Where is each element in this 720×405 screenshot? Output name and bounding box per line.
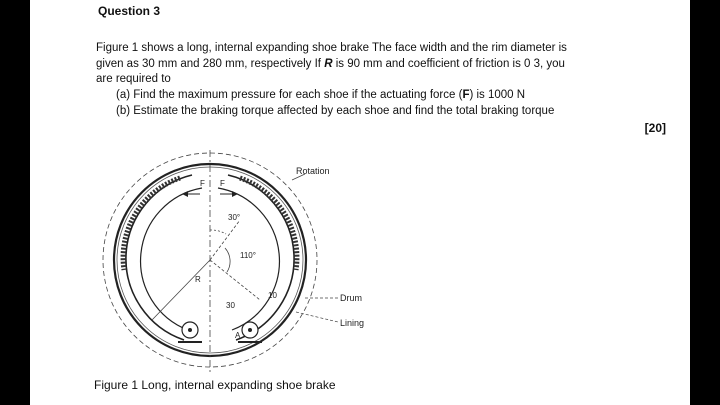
right-pivot-pin (248, 328, 252, 332)
question-paragraph (96, 41, 656, 88)
question-parts (116, 88, 554, 119)
brake-diagram-svg (100, 150, 400, 375)
force-symbol: F (462, 89, 470, 101)
left-lining (123, 178, 180, 270)
force-right-label: F (220, 179, 225, 188)
part-b: (b) Estimate the braking torque affected by each shoe and find the total braking torque (116, 104, 555, 117)
angle-line-upper (210, 220, 240, 260)
radius-line (152, 260, 210, 320)
document-page (30, 0, 690, 405)
left-force-arrowhead (182, 191, 188, 197)
paragraph-line-2-end: is 90 mm and coefficient of friction is 0 3, you (332, 57, 565, 70)
angle-line-lower (210, 260, 260, 300)
angle-center-label: 110° (240, 251, 256, 260)
part-a-before: (a) Find the maximum pressure for each shoe if the actuating force ( (116, 89, 463, 101)
angle-arc-110 (225, 248, 230, 272)
left-pivot-pin (188, 328, 192, 332)
rotation-label: Rotation (296, 166, 330, 176)
figure-caption: Figure 1 Long, internal expanding shoe brake (94, 378, 336, 392)
drum-label: Drum (340, 293, 362, 303)
pivot-label: A (235, 331, 241, 340)
part-a-after: ) is 1000 N (469, 89, 526, 101)
angle-bottom-label: 30 (226, 301, 235, 310)
paragraph-line-1: Figure 1 shows a long, internal expanding shoe brake The face width and the rim diameter is (96, 42, 567, 54)
marks-label: [20] (644, 121, 666, 135)
lining-label: Lining (340, 318, 365, 328)
left-shoe-inner (141, 188, 202, 330)
lining-leader (296, 312, 338, 322)
angle-top-label: 30° (228, 213, 241, 222)
question-title: Question 3 (98, 4, 161, 18)
brake-figure (100, 150, 400, 380)
part-a (116, 88, 554, 104)
radius-label: R (195, 275, 201, 284)
paragraph-line-3: are required to (96, 73, 171, 85)
radius-symbol: R (324, 57, 333, 70)
force-left-label: F (200, 179, 205, 188)
angle-small-label: 10 (268, 291, 277, 300)
right-force-arrowhead (232, 191, 238, 197)
angle-arc-top (210, 230, 226, 234)
paragraph-line-2 (96, 57, 656, 73)
paragraph-line-2-start: given as 30 mm and 280 mm, respectively If (96, 57, 325, 70)
